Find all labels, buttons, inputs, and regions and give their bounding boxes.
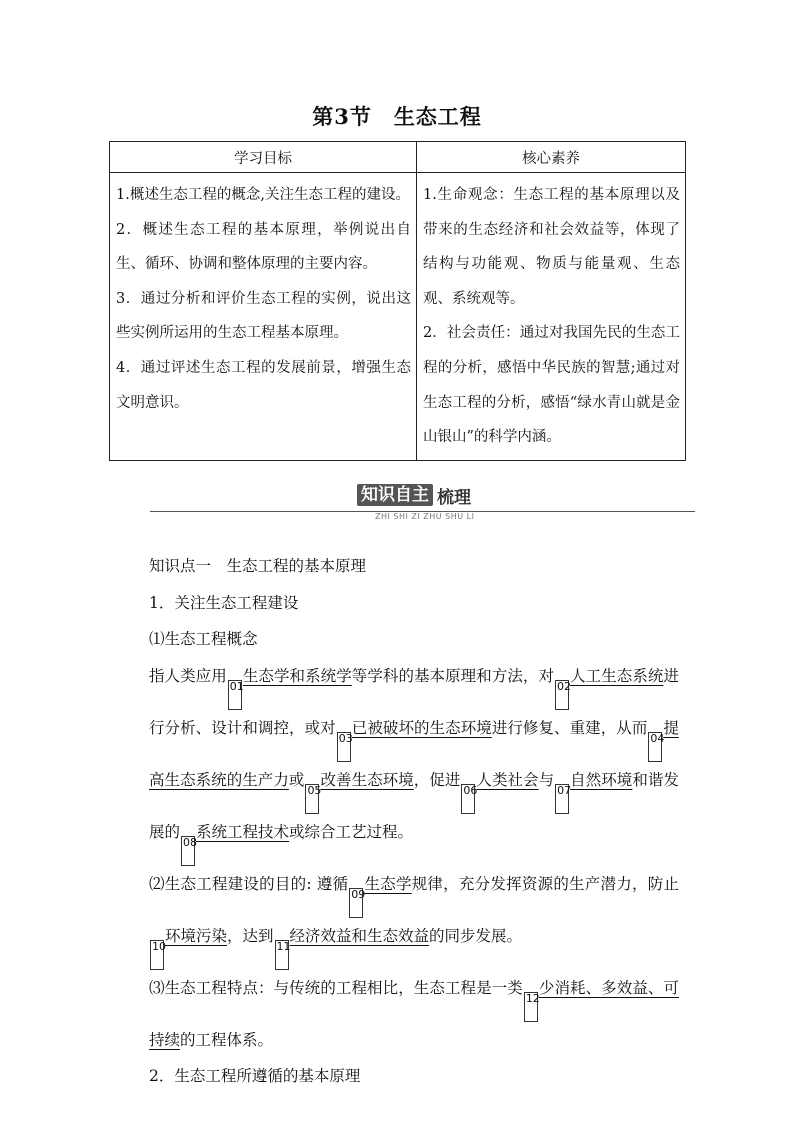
answer-text: 人工生态系统 xyxy=(570,666,664,685)
answer-text: 已被破坏的生态环境 xyxy=(351,718,492,737)
banner-dark-label: 知识自主 xyxy=(357,484,433,506)
objectives-table xyxy=(109,141,686,461)
blank-number: 01 xyxy=(228,680,242,710)
banner-light-label: 梳理 xyxy=(437,487,471,508)
literacy-item: 1.生命观念：生态工程的基本原理以及带来的生态经济和社会效益等，体现了结构与功能观、物质与能量观、生态观、系统观等。 xyxy=(423,187,680,307)
banner-pinyin: ZHI SHI ZI ZHU SHU LI xyxy=(372,512,477,521)
blank-number: 03 xyxy=(337,732,351,762)
knowledge-point-heading: 知识点一 生态工程的基本原理 xyxy=(149,557,367,575)
blank-number: 09 xyxy=(349,888,363,918)
answer-text: 提高生态系统的生产力 xyxy=(149,718,679,789)
literacy-item: 2．社会责任：通过对我国先民的生态工程的分析，感悟中华民族的智慧;通过对生态工程的分析，感悟“绿水青山就是金山银山”的科学内涵。 xyxy=(423,325,680,446)
goal-item: 2．概述生态工程的基本原理，举例说出自生、循环、协调和整体原理的主要内容。 xyxy=(116,221,411,273)
answer-text: 人类社会 xyxy=(476,770,539,789)
header-learning-goals: 学习目标 xyxy=(110,142,417,173)
blank-number: 05 xyxy=(305,784,319,814)
blank-number: 06 xyxy=(461,784,475,814)
answer-text: 生态学和系统学 xyxy=(242,666,352,685)
core-literacy-cell xyxy=(417,173,686,461)
paragraph-concept: 指人类应用01生态学和系统学等学科的基本原理和方法，对02人工生态系统进行分析、设计和调控，或对03已被破坏的生态环境进行修复、重建，从而04提高生态系统的生产力或05改善生态环境，促进06人类社会与07自然环境和谐发展的08系统工程技术或综合工艺过程。 xyxy=(116,658,679,866)
header-core-literacy: 核心素养 xyxy=(417,142,686,173)
paragraph-purpose: ⑵生态工程建设的目的: 遵循09生态学规律，充分发挥资源的生产潜力，防止10环境污染，达到11经济效益和生态效益的同步发展。 xyxy=(116,866,679,970)
banner-badge xyxy=(357,484,471,506)
goal-item: 3．通过分析和评价生态工程的实例，说出这些实例所运用的生态工程基本原理。 xyxy=(116,290,411,342)
item-heading: 1．关注生态工程建设 xyxy=(149,593,299,612)
answer-text: 经济效益和生态效益 xyxy=(289,926,430,945)
page-title: 第3节 生态工程 xyxy=(312,104,482,129)
answer-text: 环境污染 xyxy=(165,926,228,945)
answer-text: 改善生态环境 xyxy=(320,770,414,789)
blank-number: 08 xyxy=(181,836,195,866)
answer-text: 生态学 xyxy=(364,874,412,893)
section-banner xyxy=(150,481,695,521)
goal-item: 1.概述生态工程的概念,关注生态工程的建设。 xyxy=(116,187,410,203)
answer-text: 自然环境 xyxy=(570,770,633,789)
blank-number: 07 xyxy=(555,784,569,814)
content-body xyxy=(116,548,679,1095)
paragraph-features: ⑶生态工程特点：与传统的工程相比，生态工程是一类12少消耗、多效益、可持续的工程体系。 xyxy=(149,978,679,1049)
sub-heading: ⑴生态工程概念 xyxy=(149,630,258,649)
blank-number: 11 xyxy=(275,940,289,970)
blank-number: 02 xyxy=(555,680,569,710)
learning-goals-cell xyxy=(110,173,417,461)
item-heading: 2．生态工程所遵循的基本原理 xyxy=(149,1067,361,1086)
goal-item: 4．通过评述生态工程的发展前景，增强生态文明意识。 xyxy=(116,359,411,411)
blank-number: 12 xyxy=(524,992,538,1022)
blank-number: 04 xyxy=(648,732,662,762)
answer-text: 系统工程技术 xyxy=(196,822,290,841)
blank-number: 10 xyxy=(150,940,164,970)
answer-text: 少消耗、多效益、可持续 xyxy=(149,978,679,1049)
